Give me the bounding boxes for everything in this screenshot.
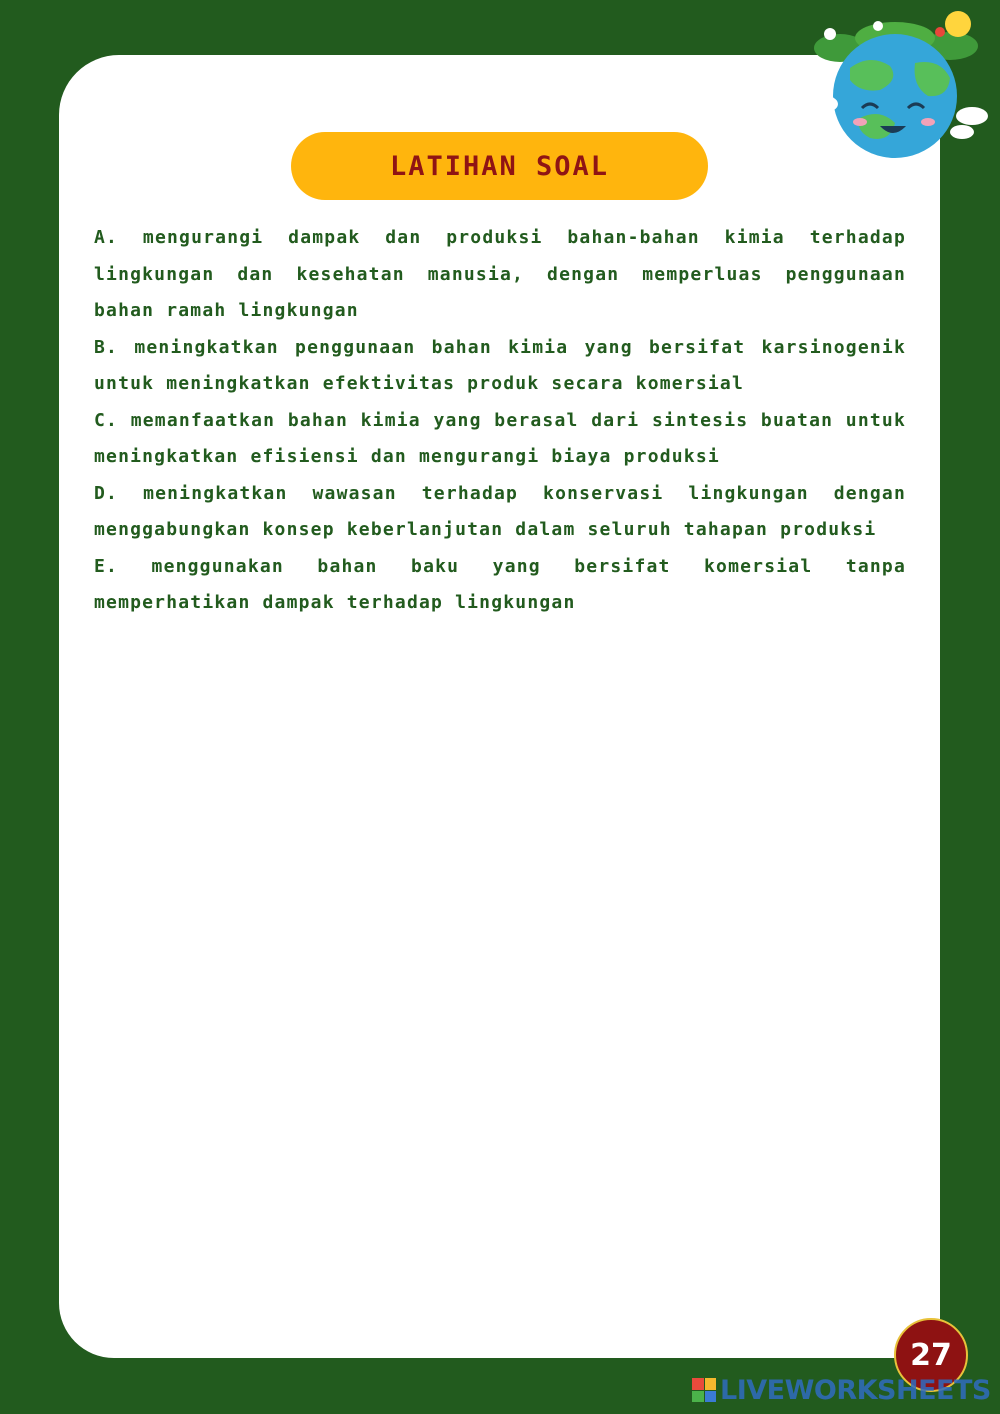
section-title-banner — [291, 132, 708, 200]
answer-options-list — [94, 220, 906, 622]
liveworksheets-logo-icon — [692, 1378, 716, 1402]
option-a: A. mengurangi dampak dan produksi bahan-bahan kimia terhadap lingkungan dan kesehatan manusia, dengan memperluas penggunaan bahan ramah lingkungan — [94, 227, 906, 321]
page-title: LATIHAN SOAL — [389, 150, 610, 182]
option-e: E. menggunakan bahan baku yang bersifat komersial tanpa memperhatikan dampak terhadap lingkungan — [94, 555, 906, 613]
option-b: B. meningkatkan penggunaan bahan kimia yang bersifat karsinogenik untuk meningkatkan efektivitas produk secara komersial — [94, 336, 906, 394]
smiling-earth-icon — [800, 8, 990, 158]
option-d: D. meningkatkan wawasan terhadap konservasi lingkungan dengan menggabungkan konsep keberlanjutan dalam seluruh tahapan produksi — [94, 482, 906, 540]
option-c: C. memanfaatkan bahan kimia yang berasal dari sintesis buatan untuk meningkatkan efisiensi dan mengurangi biaya produksi — [94, 409, 906, 467]
watermark — [692, 1376, 991, 1404]
watermark-text: LIVEWORKSHEETS — [720, 1374, 991, 1406]
page-number: 27 — [910, 1337, 952, 1373]
